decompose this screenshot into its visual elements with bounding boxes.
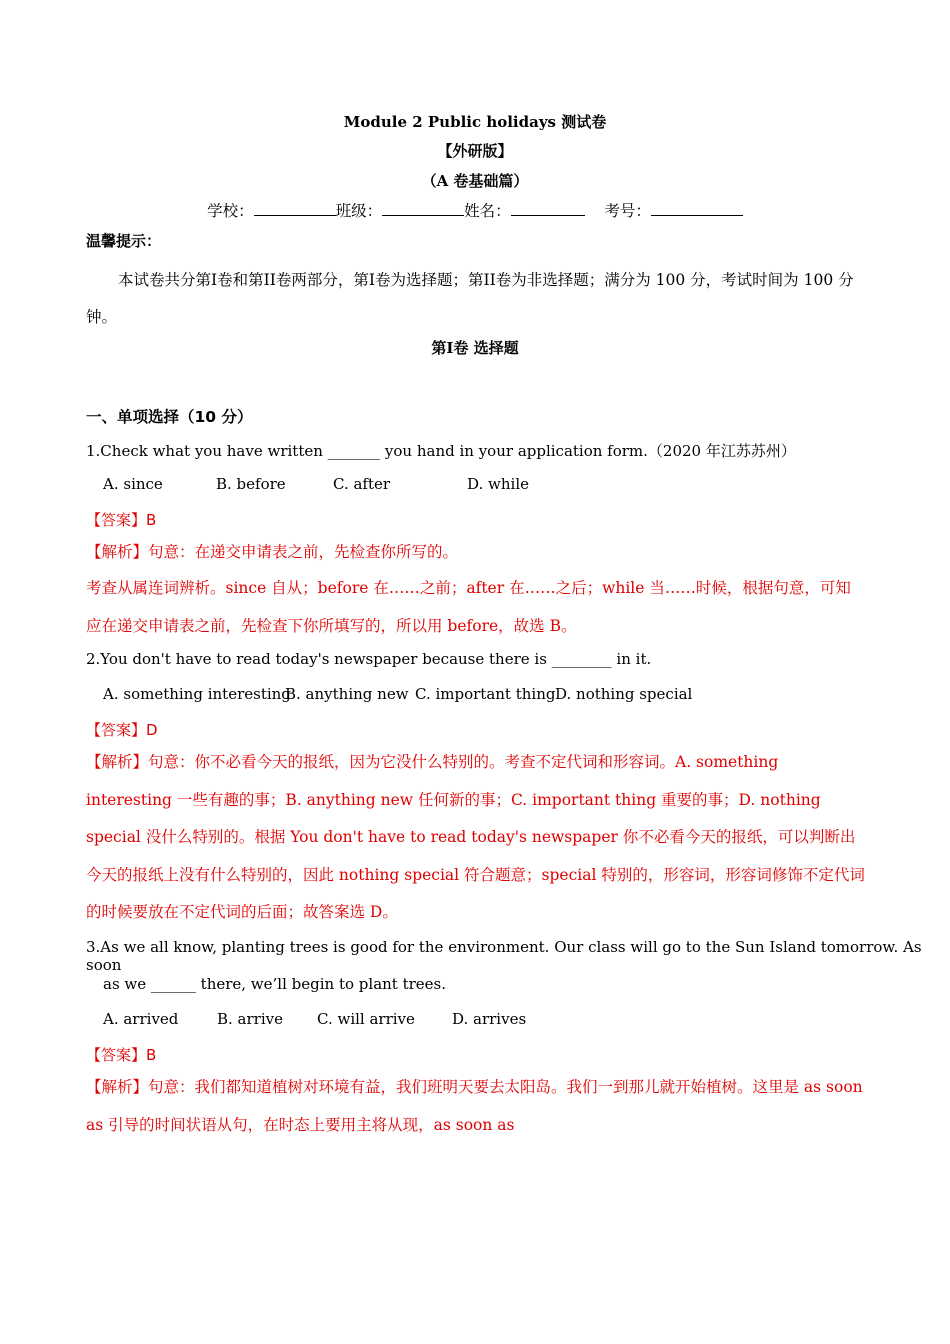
school-label: 学校： [207,202,254,220]
question-2-options [103,685,803,705]
option-b[interactable]: B. anything new [285,685,409,703]
document-title: Module 2 Public holidays 测试卷 [343,113,607,131]
question-3-stem-continued: as we ______ there, we’ll begin to plant trees. [103,975,447,993]
exam-no-field[interactable] [651,201,743,216]
question-1-options [103,475,703,495]
question-1-stem: 1.Check what you have written _______ you hand in your application form.（2020 年江苏苏州） [86,442,796,460]
exam-no-label: 考号： [604,202,651,220]
question-2-explanation: 【解析】句意：你不必看今天的报纸，因为它没什么特别的。考查不定代词和形容词。A. something interesting 一些有趣的事；B. anything new 任何新的事；C. important thing 重要的事；D. nothing special 没什么特别的。根据 You don't have to read today's newspaper 你不必看今天的报纸，可以判断出今天的报纸上没有什么特别的，因此 nothing special 符合题意；special 特别的，形容词，形容词修饰不定代词的时候要放在不定代词的后面；故答案选 D。 [86,753,865,921]
tip-text: 本试卷共分第I卷和第II卷两部分，第I卷为选择题；第II卷为非选择题；满分为 100 分，考试时间为 100 分钟。 [86,271,854,326]
option-c[interactable]: C. after [333,475,391,493]
section-one-title: 一、单项选择（10 分） [86,408,253,426]
option-a[interactable]: A. something interesting [103,685,291,703]
option-d[interactable]: D. arrives [452,1010,527,1028]
class-label: 班级： [335,202,383,220]
question-2-answer: 【答案】D [86,721,158,739]
option-a[interactable]: A. since [103,475,163,493]
question-1-answer: 【答案】B [86,511,157,529]
question-1-explanation: 【解析】句意：在递交申请表之前，先检查你所写的。 [86,543,459,561]
question-3-stem: 3.As we all know, planting trees is good for the environment. Our class will go to the Sun Island tomorrow. As soon [86,938,922,974]
question-3-options [103,1010,703,1030]
question-2-stem: 2.You don't have to read today's newspaper because there is ________ in it. [86,650,652,668]
option-b[interactable]: B. before [216,475,286,493]
school-field[interactable] [254,201,336,216]
option-c[interactable]: C. will arrive [317,1010,415,1028]
tip-title: 温馨提示： [86,232,162,250]
edition-label: 【外研版】 [437,142,513,160]
class-field[interactable] [382,201,464,216]
question-3-answer: 【答案】B [86,1046,157,1064]
question-1-explanation-detail: 考查从属连词辨析。since 自从；before 在……之前；after 在……之后；while 当……时候，根据句意，可知应在递交申请表之前，先检查下你所填写的，所以用 before，故选 B。 [86,579,851,635]
option-b[interactable]: B. arrive [217,1010,283,1028]
option-d[interactable]: D. while [467,475,529,493]
name-label: 姓名： [464,202,511,220]
option-a[interactable]: A. arrived [103,1010,179,1028]
volume-label: （A 卷基础篇） [421,172,529,190]
student-info-line [0,199,950,221]
part-one-title: 第I卷 选择题 [431,339,519,357]
question-3-explanation: 【解析】句意：我们都知道植树对环境有益，我们班明天要去太阳岛。我们一到那儿就开始植树。这里是 as soon as 引导的时间状语从句，在时态上要用主将从现，as soon as [86,1078,863,1134]
option-d[interactable]: D. nothing special [555,685,693,703]
option-c[interactable]: C. important thing [415,685,556,703]
name-field[interactable] [511,201,585,216]
